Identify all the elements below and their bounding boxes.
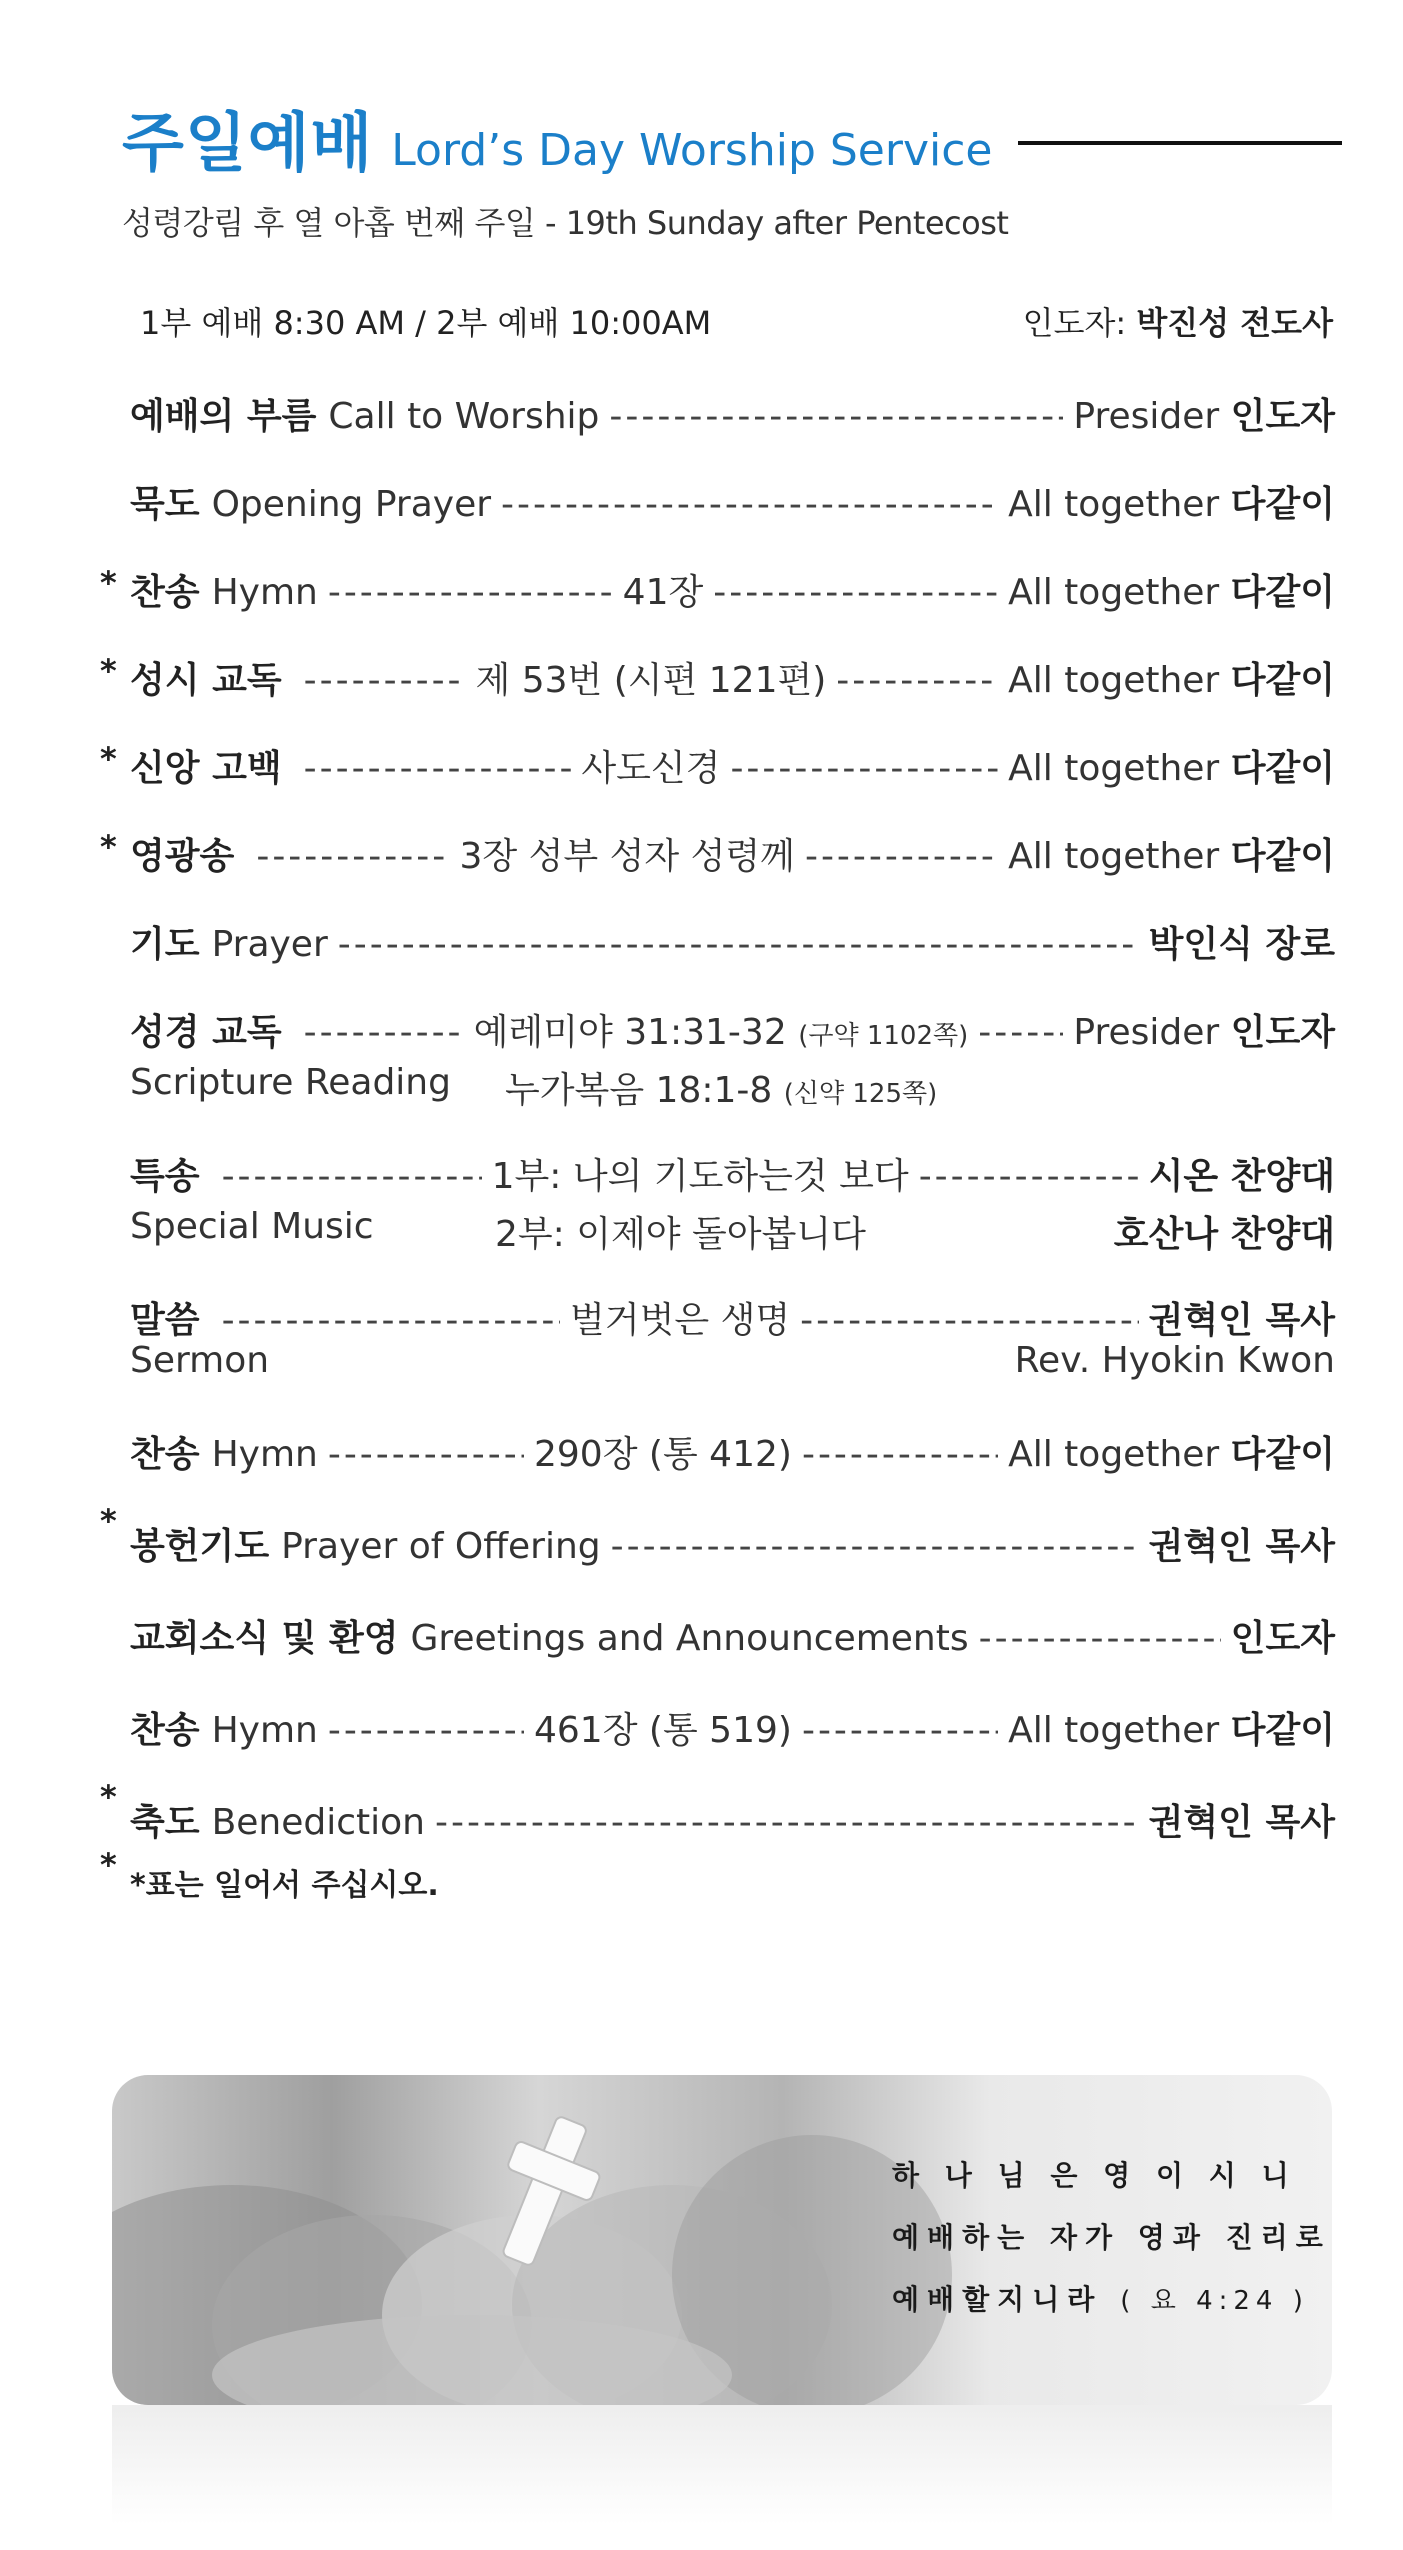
order-item <box>100 564 1335 615</box>
asterisk-icon: * <box>100 564 117 602</box>
item-english: Greetings and Announcements <box>410 1618 969 1659</box>
image-reflection <box>112 2405 1332 2525</box>
special-sub <box>130 1206 1335 1255</box>
leader-dashes <box>609 396 1063 437</box>
item-korean: 찬송 <box>130 572 200 613</box>
leader-dashes <box>304 1012 464 1053</box>
asterisk-icon: * <box>100 652 117 690</box>
sermon-item <box>130 1292 1335 1343</box>
item-korean: 특송 <box>130 1156 200 1197</box>
title-rule <box>1018 141 1342 145</box>
item-korean: 봉헌기도 <box>130 1526 270 1567</box>
item-korean: 말씀 <box>130 1300 200 1341</box>
order-item <box>100 740 1336 791</box>
item-detail: 3장 성부 성자 성령께 <box>459 836 795 877</box>
leader-dashes <box>978 1012 1063 1053</box>
order-item <box>130 1610 1335 1661</box>
order-item <box>130 476 1335 527</box>
leader-dashes <box>256 836 449 877</box>
order-item <box>100 652 1336 703</box>
item-leader: All together 다같이 <box>1008 748 1336 789</box>
item-detail: 사도신경 <box>581 748 721 789</box>
item-leader: All together 다같이 <box>1008 572 1335 613</box>
leader-dashes <box>222 1156 482 1197</box>
item-detail: 2부: 이제야 돌아봅니다 <box>495 1214 866 1255</box>
item-leader: 권혁인 목사 <box>1148 1802 1335 1843</box>
leader-dashes <box>836 660 998 701</box>
order-item <box>100 1778 1335 1845</box>
item-leader: 시온 찬양대 <box>1148 1156 1335 1197</box>
leader-dashes <box>338 924 1139 965</box>
item-detail: 41장 <box>622 572 704 613</box>
subtitle: 성령강림 후 열 아홉 번째 주일 - 19th Sunday after Pentecost <box>122 204 1009 242</box>
verse-reference: ( 요 4:24 ) <box>1120 2286 1309 2316</box>
leader-dashes <box>802 1434 998 1475</box>
scripture-sub <box>130 1062 1335 1111</box>
item-korean: 예배의 부름 <box>130 396 317 437</box>
item-detail: 461장 (통 519) <box>533 1710 792 1751</box>
presider-label: 인도자: <box>1022 304 1137 342</box>
item-leader: 호산나 찬양대 <box>1113 1214 1335 1255</box>
asterisk-icon: * <box>100 1778 117 1816</box>
item-leader: All together 다같이 <box>1008 660 1336 701</box>
leader-dashes <box>730 748 998 789</box>
asterisk-icon: * <box>100 828 117 866</box>
item-detail: 누가복음 18:1-8 (신약 125쪽) <box>505 1070 938 1111</box>
order-item <box>130 1426 1335 1477</box>
item-detail: 벌거벗은 생명 <box>570 1300 791 1341</box>
item-detail: 제 53번 (시편 121편) <box>475 660 827 701</box>
item-korean: 묵도 <box>130 484 200 525</box>
title-row <box>122 92 1342 184</box>
item-english: Hymn <box>211 1710 318 1751</box>
item-english: Scripture Reading <box>130 1062 451 1103</box>
item-english: Opening Prayer <box>211 484 492 525</box>
item-korean: 기도 <box>130 924 200 965</box>
order-item <box>100 828 1336 879</box>
leader-dashes <box>328 1710 524 1751</box>
sermon-sub <box>130 1340 1335 1381</box>
service-times-text: 1부 예배 8:30 AM / 2부 예배 10:00AM <box>140 304 712 342</box>
item-leader: Rev. Hyokin Kwon <box>1014 1340 1335 1381</box>
leader-dashes <box>501 484 998 525</box>
item-korean: 축도 <box>130 1802 200 1843</box>
item-english: Special Music <box>130 1206 374 1247</box>
leader-dashes <box>800 1300 1138 1341</box>
item-leader: Presider 인도자 <box>1073 396 1335 437</box>
item-english: Benediction <box>211 1802 425 1843</box>
verse-line-3: 예배할지니라 ( 요 4:24 ) <box>892 2283 1309 2316</box>
leader-dashes <box>328 1434 524 1475</box>
leader-dashes <box>304 660 466 701</box>
presider-name: 박진성 전도사 <box>1136 304 1333 342</box>
scripture-item <box>130 1004 1335 1055</box>
item-korean: 찬송 <box>130 1710 200 1751</box>
item-korean: 영광송 <box>130 836 235 877</box>
item-korean: 성경 교독 <box>130 1012 282 1053</box>
item-detail: 예레미야 31:31-32 (구약 1102쪽) <box>473 1012 969 1053</box>
leader-dashes <box>979 1618 1221 1659</box>
leader-dashes <box>222 1300 560 1341</box>
item-english: Call to Worship <box>328 396 600 437</box>
leader-dashes <box>919 1156 1139 1197</box>
service-times <box>140 298 1333 344</box>
item-leader: 권혁인 목사 <box>1148 1526 1335 1567</box>
leader-dashes <box>435 1802 1139 1843</box>
asterisk-icon: * <box>100 1502 117 1540</box>
standing-note <box>100 1846 439 1904</box>
title-korean: 주일예배 <box>122 107 374 181</box>
asterisk-icon: * <box>100 1846 117 1884</box>
hands-cross-image <box>112 2075 1332 2405</box>
order-item <box>100 1502 1335 1569</box>
special-item <box>130 1148 1335 1199</box>
item-leader: 권혁인 목사 <box>1148 1300 1335 1341</box>
item-leader: All together 다같이 <box>1008 1434 1335 1475</box>
leader-dashes <box>328 572 613 613</box>
item-korean: 찬송 <box>130 1434 200 1475</box>
item-english: Sermon <box>130 1340 270 1381</box>
leader-dashes <box>611 1526 1139 1567</box>
order-item <box>130 916 1335 967</box>
item-korean: 성시 교독 <box>130 660 282 701</box>
item-leader: All together 다같이 <box>1008 1710 1335 1751</box>
order-item <box>130 388 1335 439</box>
presider-line <box>1023 298 1333 344</box>
title-english: Lord’s Day Worship Service <box>391 125 993 176</box>
item-korean: 교회소식 및 환영 <box>130 1618 399 1659</box>
leader-dashes <box>802 1710 998 1751</box>
item-leader: 인도자 <box>1230 1618 1335 1659</box>
scripture-verse <box>892 2145 1331 2332</box>
item-english: Hymn <box>211 1434 318 1475</box>
item-detail: 290장 (통 412) <box>533 1434 792 1475</box>
item-korean: 신앙 고백 <box>130 748 282 789</box>
item-english: Prayer of Offering <box>281 1526 601 1567</box>
verse-line-1: 하 나 님 은 영 이 시 니 <box>892 2159 1297 2192</box>
item-english: Prayer <box>211 924 328 965</box>
page-header <box>122 92 1342 244</box>
note-text: *표는 일어서 주십시오. <box>130 1868 439 1903</box>
item-detail: 1부: 나의 기도하는것 보다 <box>491 1156 909 1197</box>
verse-line-2: 예배하는 자가 영과 진리로 <box>892 2221 1331 2254</box>
leader-dashes <box>713 572 998 613</box>
order-item <box>130 1702 1335 1753</box>
item-english: Hymn <box>211 572 318 613</box>
item-leader: Presider 인도자 <box>1073 1012 1335 1053</box>
leader-dashes <box>805 836 998 877</box>
item-leader: All together 다같이 <box>1008 836 1336 877</box>
leader-dashes <box>304 748 572 789</box>
item-leader: All together 다같이 <box>1008 484 1335 525</box>
item-leader: 박인식 장로 <box>1148 924 1335 965</box>
asterisk-icon: * <box>100 740 117 778</box>
